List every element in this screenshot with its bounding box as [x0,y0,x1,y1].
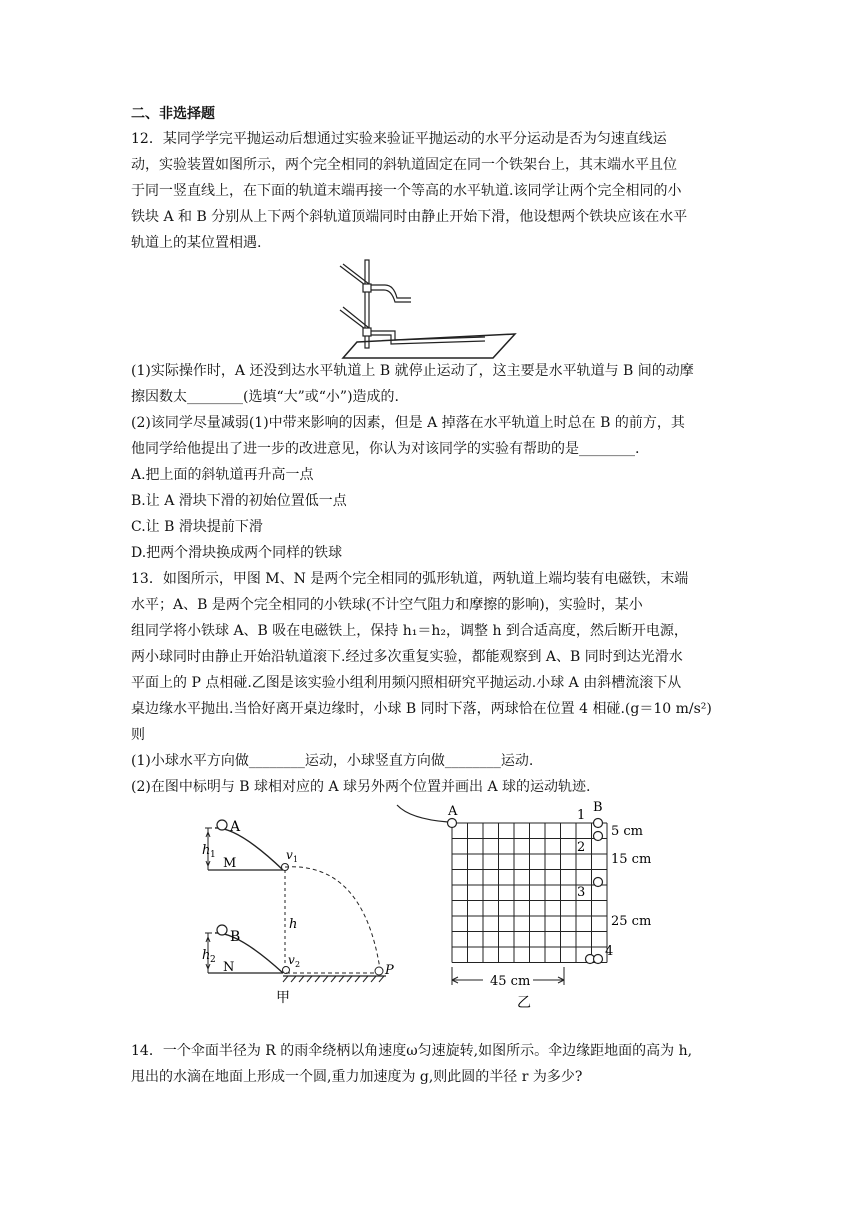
q13-line: 平面上的 P 点相碰.乙图是该实验小组利用频闪照相研究平抛运动.小球 A 由斜槽流滚下从 [131,675,682,691]
figure-yi [395,797,665,1012]
label-v2-sub: 2 [295,960,301,969]
figure-jia [198,812,408,1012]
q12-option-d: D.把两个滑块换成两个同样的铁球 [131,545,343,561]
q12-line: 于同一竖直线上，在下面的轨道末端再接一个等高的水平轨道.该同学让两个完全相同的小 [131,183,682,199]
apparatus-figure [335,260,525,360]
label-h: h [289,917,298,932]
label-v1-sub: 1 [293,855,299,864]
q12-option-c: C.让 B 滑块提前下滑 [131,519,263,535]
label-h2-sub: 2 [210,955,216,965]
label-h1: h [202,843,211,858]
q13-sub1-line: (1)小球水平方向做________运动，小球竖直方向做________运动. [131,753,534,769]
caption-yi: 乙 [517,995,531,1011]
q12-sub1-line: (1)实际操作时，A 还没到达水平轨道上 B 就停止运动了，这主要是水平轨道与 B 间的动摩 [131,363,694,379]
q13-sub2-line: (2)在图中标明与 B 球相对应的 A 球另外两个位置并画出 A 球的运动轨迹. [131,779,591,795]
q13-line: 水平；A、B 是两个完全相同的小铁球(不计空气阻力和摩擦的影响)，实验时，某小 [131,597,643,613]
dim-25cm: 25 cm [611,914,652,929]
label-a: A [230,819,241,835]
q13-line: 13．如图所示，甲图 M、N 是两个完全相同的弧形轨道，两轨道上端均装有电磁铁，末端 [131,571,689,587]
label-h1-sub: 1 [210,850,216,860]
section-title: 二、非选择题 [131,106,215,122]
q14-line: 甩出的水滴在地面上形成一个圆,重力加速度为 g,则此圆的半径 r 为多少? [131,1069,583,1085]
dim-5cm: 5 cm [611,824,644,839]
q14-line: 14．一个伞面半径为 R 的雨伞绕柄以角速度ω匀速旋转,如图所示。伞边缘距地面的高为 h, [131,1043,693,1059]
label-p: P [385,963,394,978]
q12-option-b: B.让 A 滑块下滑的初始位置低一点 [131,493,347,509]
label-v2: v [288,953,295,967]
q12-option-a: A.把上面的斜轨道再升高一点 [131,467,314,483]
position-4: 4 [605,944,614,959]
dim-15cm: 15 cm [611,852,652,867]
q13-line: 两小球同时由静止开始沿轨道滚下.经过多次重复实验，都能观察到 A、B 同时到达光滑水 [131,649,683,665]
label-n: N [223,960,235,975]
position-2: 2 [577,840,586,855]
q12-line: 动，实验装置如图所示，两个完全相同的斜轨道固定在同一个铁架台上，其末端水平且位 [131,157,677,173]
q13-line: 组同学将小铁球 A、B 吸在电磁铁上，保持 h₁＝h₂，调整 h 到合适高度，然后断开电源， [131,623,688,639]
position-3: 3 [577,885,586,900]
label-m: M [223,856,237,871]
caption-jia: 甲 [276,990,290,1006]
label-b: B [230,929,241,945]
label-b: B [593,800,603,815]
label-h2: h [202,948,211,963]
width-label: 45 cm [490,974,531,989]
label-v1: v [286,848,293,862]
q13-line: 则 [131,727,145,743]
position-1: 1 [577,808,586,823]
q12-sub2-line: 他同学给他提出了进一步的改进意见，你认为对该同学的实验有帮助的是________. [131,441,640,457]
q12-sub2-line: (2)该同学尽量减弱(1)中带来影响的因素，但是 A 掉落在水平轨道上时总在 B 的前方，其 [131,415,685,431]
q13-line: 桌边缘水平抛出.当恰好离开桌边缘时，小球 B 同时下落，两球恰在位置 4 相碰.(g＝10 m/s²) [131,701,712,717]
q12-line: 铁块 A 和 B 分别从上下两个斜轨道顶端同时由静止开始下滑，他设想两个铁块应该在水平 [131,209,688,225]
q12-line: 12．某同学学完平抛运动后想通过实验来验证平抛运动的水平分运动是否为匀速直线运 [131,131,667,147]
q12-line: 轨道上的某位置相遇. [131,235,262,251]
label-a: A [448,804,458,819]
q12-sub1-line: 擦因数太________(选填“大”或“小”)造成的. [131,389,400,405]
